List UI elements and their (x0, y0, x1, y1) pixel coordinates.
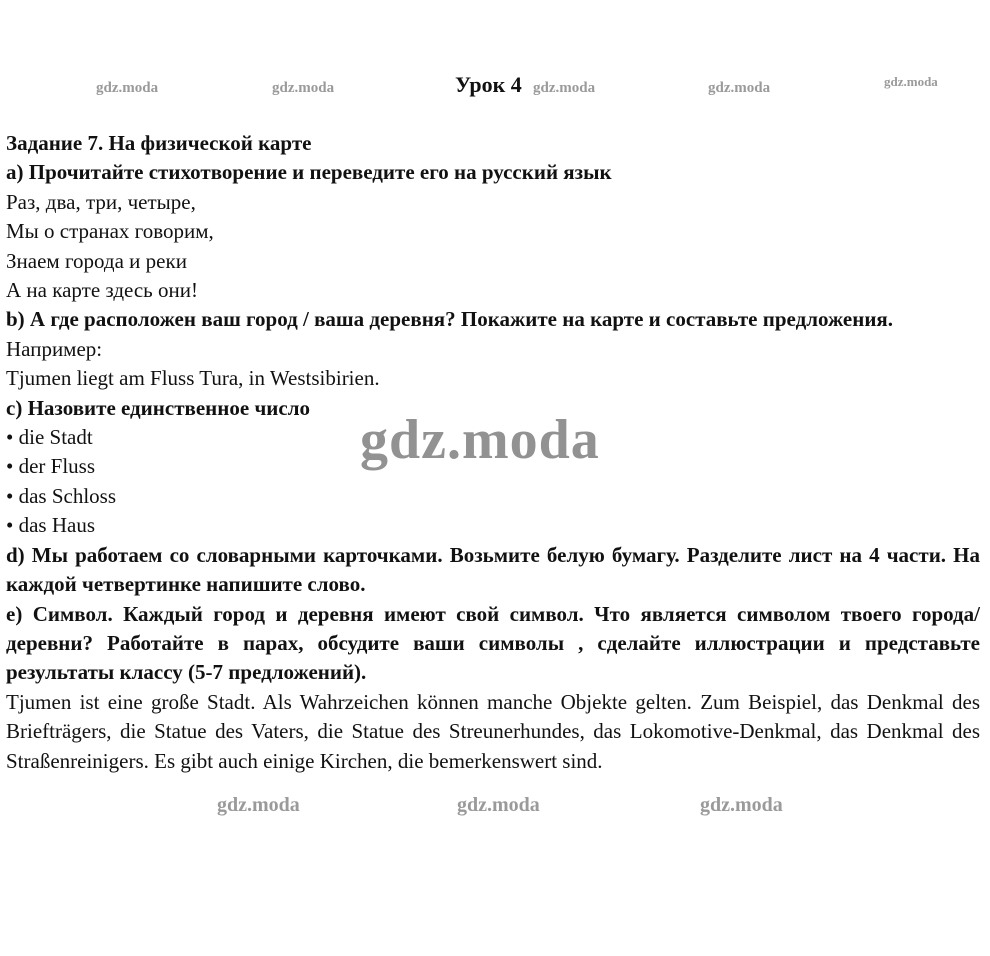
watermark: gdz.moda (457, 794, 540, 816)
task-title: Задание 7. На физической карте (6, 131, 312, 155)
watermark: gdz.moda (708, 80, 771, 96)
watermark: gdz.moda (96, 80, 159, 96)
answer-paragraph: Tjumen ist eine große Stadt. Als Wahrzeichen können manche Objekte gelten. Zum Beispiel, das Denkmal des Briefträgers, die Statue des Vaters, die Statue des Streunerhundes, das Lokomotive-Denkmal, das Denkmal des Straßenreinigers. Es gibt auch einige Kirchen, die bemerkenswert sind. (6, 689, 980, 773)
watermark: gdz.moda (272, 80, 335, 96)
section-b-heading: b) А где расположен ваш город / ваша деревня? Покажите на карте и составьте предложения. (6, 307, 894, 332)
example-label: Например: (6, 336, 103, 361)
watermark: gdz.moda (217, 794, 300, 816)
watermark: gdz.moda (533, 80, 596, 96)
lesson-title: Урок 4 (455, 72, 522, 97)
example-sentence: Tjumen liegt am Fluss Tura, in Westsibirien. (6, 366, 380, 391)
poem-line: А на карте здесь они! (6, 278, 198, 303)
section-a-heading: a) Прочитайте стихотворение и переведите его на русский язык (6, 160, 612, 185)
section-d-heading: d) Мы работаем со словарными карточками. Возьмите белую бумагу. Разделите лист на 4 части. На каждой четвертинке напишите слово. (6, 542, 980, 597)
watermark: gdz.moda (884, 74, 938, 89)
poem-line: Мы о странах говорим, (6, 219, 214, 244)
watermark-center: gdz.moda (360, 409, 600, 471)
list-item: • das Haus (6, 511, 980, 540)
section-e-heading: e) Символ. Каждый город и деревня имеют свой символ. Что является символом твоего города/деревни? Работайте в парах, обсудите ваши символы , сделайте иллюстрации и представьте результаты классу (5-7 предложений). (6, 601, 980, 685)
poem-line: Знаем города и реки (6, 248, 187, 273)
section-c-heading: c) Назовите единственное число (6, 395, 310, 420)
list-item: • das Schloss (6, 482, 980, 511)
list-item: • die Stadt (6, 423, 980, 452)
watermark: gdz.moda (700, 794, 783, 816)
list-item: • der Fluss (6, 452, 980, 481)
poem-line: Раз, два, три, четыре, (6, 189, 196, 214)
